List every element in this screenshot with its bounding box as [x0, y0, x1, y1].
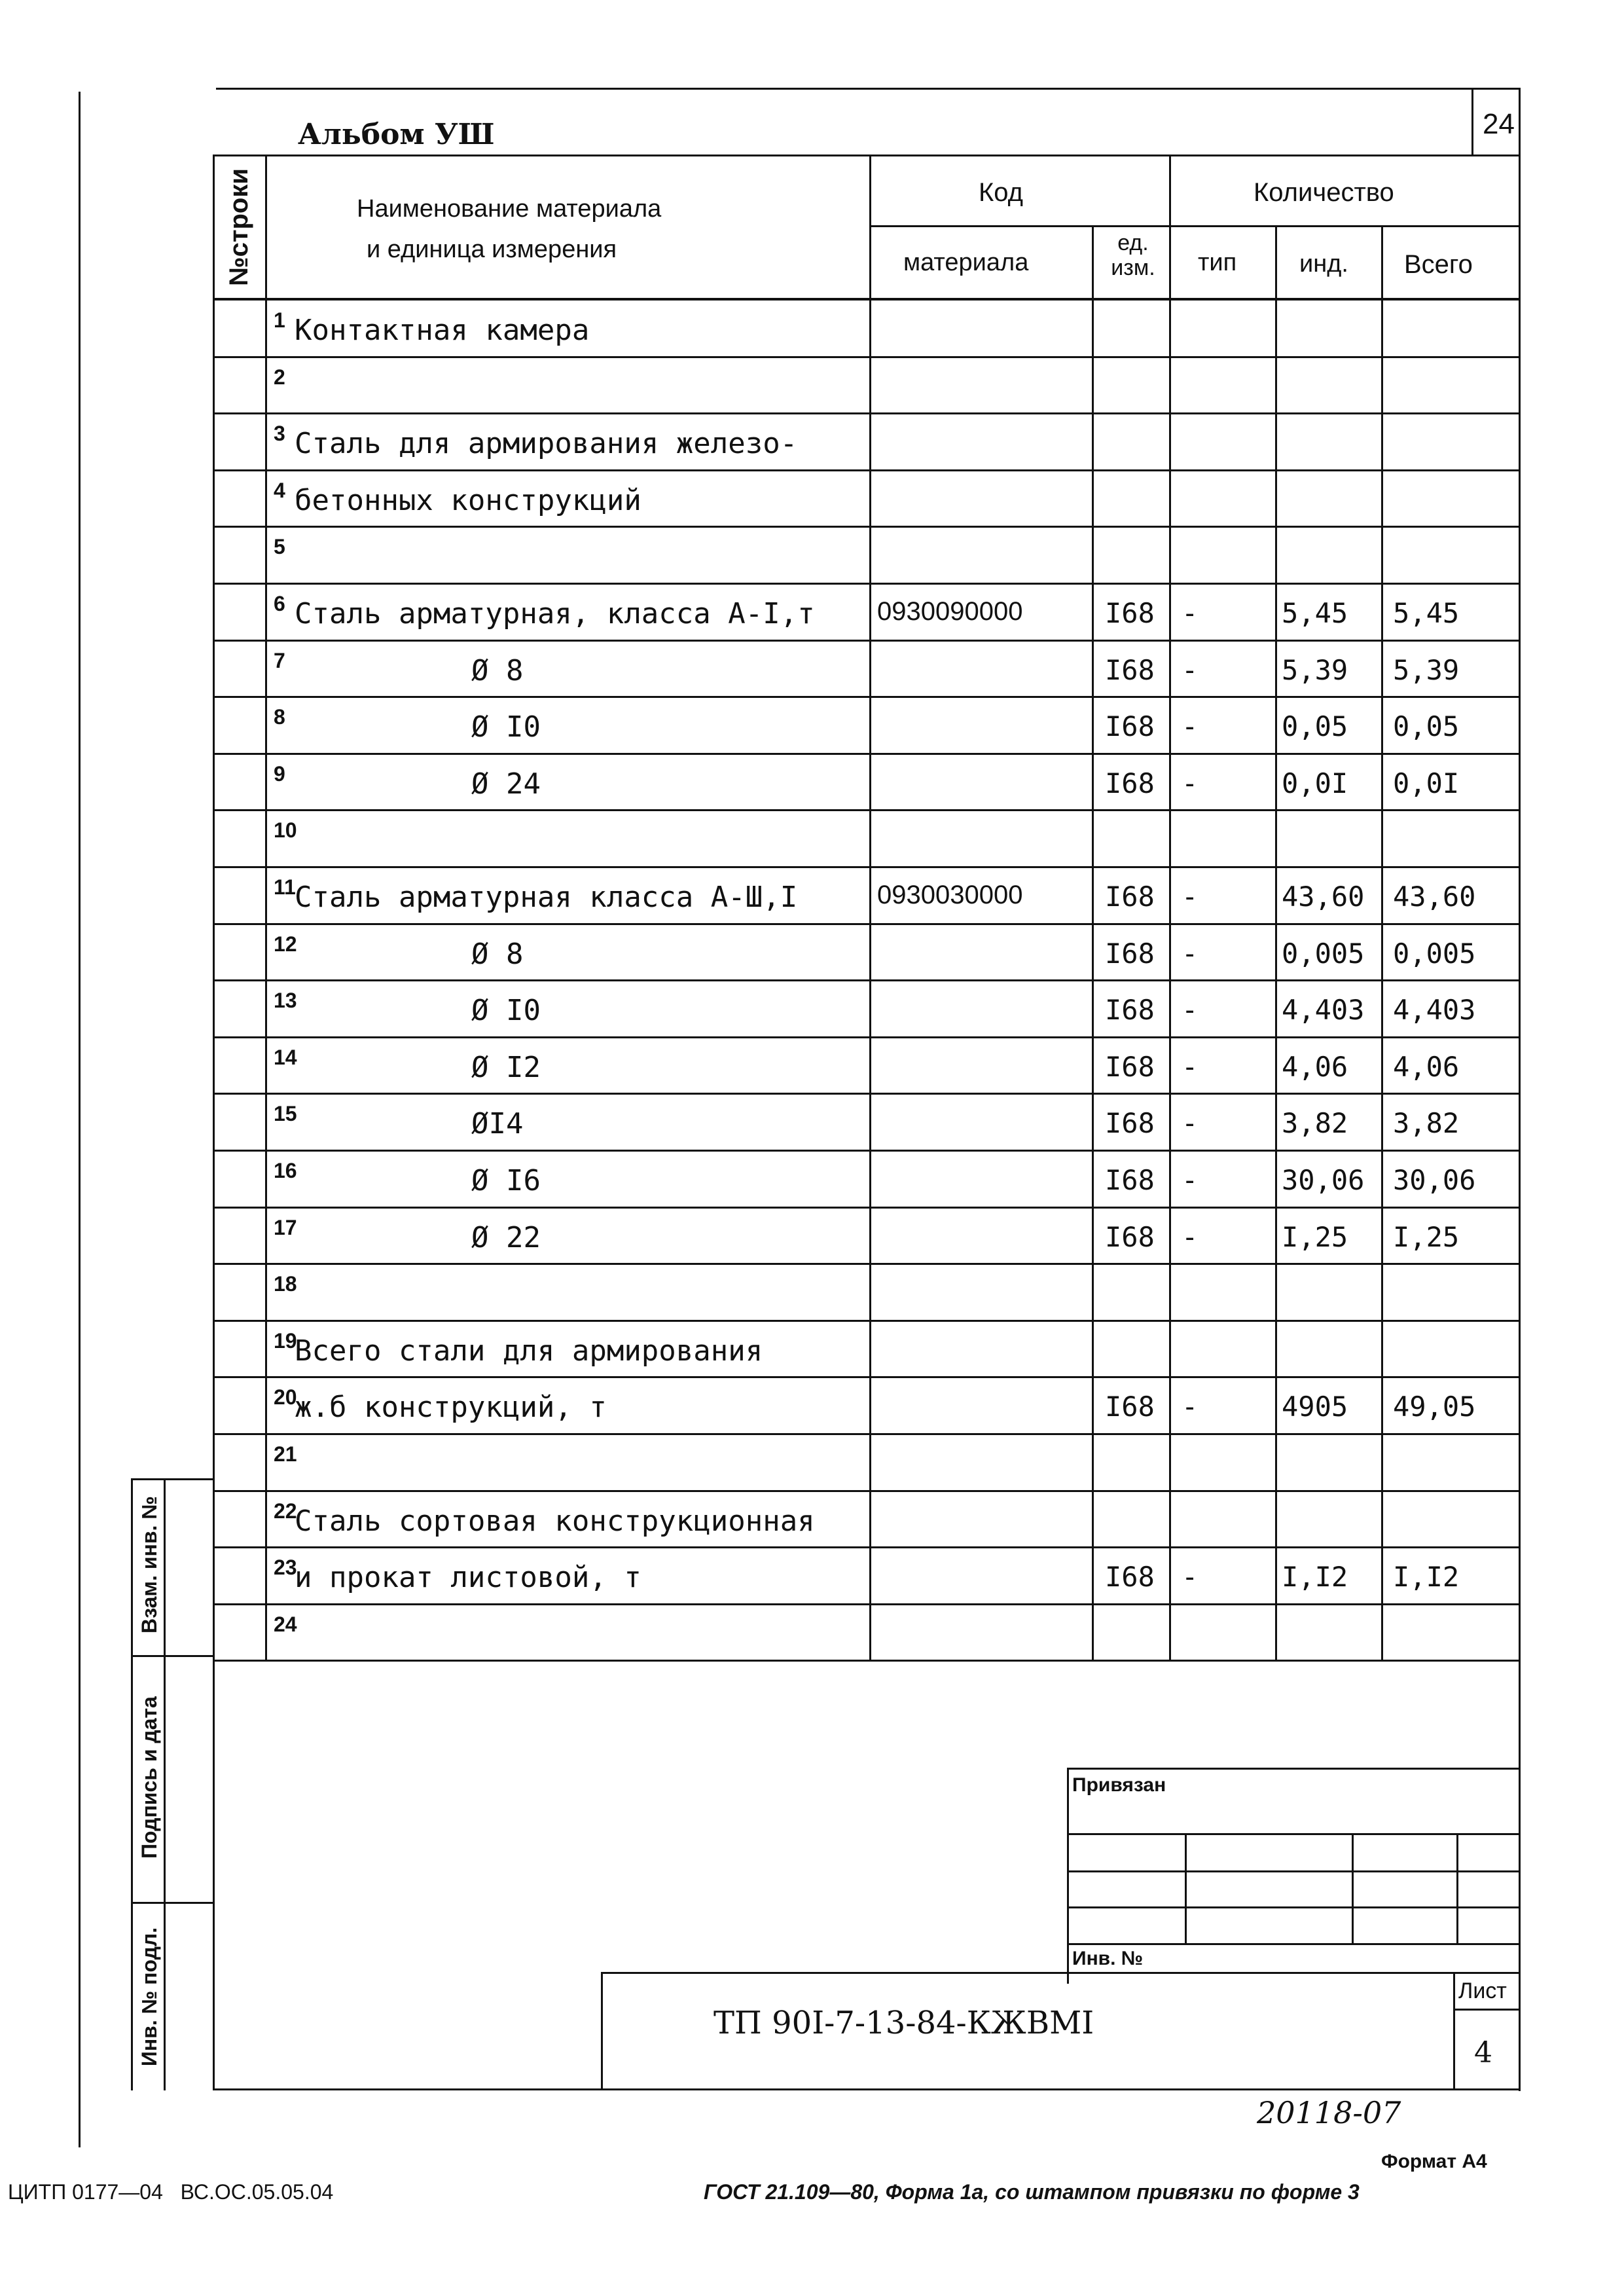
table-bottom-line: [213, 1660, 1521, 1662]
side-sep-2: [131, 1902, 215, 1904]
row-line: [213, 1376, 1521, 1378]
col-line-ind: [1381, 225, 1383, 1660]
row-line: [213, 1036, 1521, 1038]
row-type: -: [1182, 597, 1199, 629]
row-line: [213, 1433, 1521, 1435]
row-number: 21: [274, 1442, 297, 1466]
sheet-label: Лист: [1458, 1978, 1507, 2003]
row-line: [213, 1207, 1521, 1209]
header-code: Код: [979, 178, 1024, 207]
row-total: 4,06: [1393, 1050, 1460, 1083]
row-ind: 5,45: [1282, 597, 1348, 629]
row-line: [213, 1603, 1521, 1605]
row-code: 0930030000: [877, 881, 1023, 909]
row-ind: 0,05: [1282, 710, 1348, 743]
row-ind: I,I2: [1282, 1561, 1348, 1594]
stamp-line-d: [1067, 1943, 1521, 1945]
row-line: [213, 753, 1521, 755]
row-type: -: [1182, 937, 1199, 970]
header-name-line1: Наименование материала: [357, 195, 662, 223]
row-line: [213, 1263, 1521, 1265]
row-line: [213, 866, 1521, 868]
row-total: I,25: [1393, 1220, 1460, 1253]
header-name-line2: и единица измерения: [367, 236, 617, 263]
row-name: и прокат листовой, т: [295, 1561, 641, 1595]
stamp-line-b: [1067, 1870, 1521, 1872]
row-name: Ø I2: [471, 1050, 541, 1084]
row-type: -: [1182, 1164, 1199, 1196]
stamp-inv-no: Инв. №: [1072, 1948, 1144, 1969]
frame-right-edge: [1519, 88, 1521, 2091]
row-number: 8: [274, 705, 285, 729]
row-name: Сталь арматурная класса А-Ш,I: [295, 881, 798, 914]
page-number-box-left: [1471, 88, 1473, 156]
row-type: -: [1182, 881, 1199, 913]
frame-side-left: [131, 1478, 133, 2090]
row-ind: 43,60: [1282, 881, 1365, 913]
row-total: 0,0I: [1393, 767, 1460, 799]
row-number: 16: [274, 1159, 297, 1182]
col-line-unit: [1169, 155, 1171, 1660]
row-total: I,I2: [1393, 1561, 1460, 1594]
row-type: -: [1182, 1050, 1199, 1083]
stamp-privyazan: Привязан: [1072, 1774, 1166, 1796]
row-total: 3,82: [1393, 1107, 1460, 1140]
row-number: 6: [274, 592, 285, 615]
row-name: бетонных конструкций: [295, 483, 641, 517]
frame-top-edge: [216, 88, 1519, 90]
row-number: 14: [274, 1045, 297, 1069]
stamp-line-a: [1067, 1833, 1521, 1835]
col-line-rowno: [265, 155, 267, 1660]
page-number: 24: [1483, 108, 1515, 140]
row-name: Ø 8: [471, 937, 524, 971]
row-line: [213, 526, 1521, 528]
row-name: Ø 8: [471, 653, 524, 687]
row-total: 0,005: [1393, 937, 1476, 970]
row-unit: I68: [1105, 937, 1155, 970]
side-podpis-data: Подпись и дата: [137, 1696, 161, 1859]
row-total: 30,06: [1393, 1164, 1476, 1196]
row-number: 18: [274, 1272, 297, 1296]
row-name: Ø I0: [471, 710, 541, 744]
row-total: 49,05: [1393, 1391, 1476, 1423]
row-ind: 3,82: [1282, 1107, 1348, 1140]
row-unit: I68: [1105, 710, 1155, 743]
row-unit: I68: [1105, 1164, 1155, 1196]
row-unit: I68: [1105, 767, 1155, 799]
row-line: [213, 809, 1521, 811]
col-line-type: [1275, 225, 1277, 1660]
row-line: [213, 583, 1521, 585]
row-line: [213, 923, 1521, 925]
row-number: 1: [274, 308, 285, 332]
doc-box-left: [601, 1972, 603, 2090]
row-unit: I68: [1105, 1107, 1155, 1140]
header-qty-type: тип: [1198, 249, 1237, 276]
row-name: Сталь арматурная, класса А-I,т: [295, 597, 815, 630]
side-inner: [164, 1478, 166, 2090]
row-number: 3: [274, 422, 285, 446]
row-line: [213, 1490, 1521, 1492]
header-code-material: материала: [903, 249, 1029, 276]
row-name: Ø 22: [471, 1220, 541, 1254]
row-number: 2: [274, 365, 285, 389]
frame-inner-left-edge: [213, 155, 215, 2090]
sheet-number: 4: [1474, 2036, 1492, 2069]
header-qty-ind: инд.: [1299, 250, 1348, 278]
stamp-box-left: [1067, 1768, 1069, 1984]
row-number: 13: [274, 989, 297, 1013]
frame-left-edge: [79, 92, 81, 2147]
album-title: Альбом УШ: [298, 118, 495, 151]
row-unit: I68: [1105, 653, 1155, 686]
col-line-code: [1092, 225, 1094, 1660]
frame-bottom-edge: [213, 2088, 1521, 2090]
row-type: -: [1182, 653, 1199, 686]
row-unit: I68: [1105, 1561, 1155, 1594]
row-type: -: [1182, 767, 1199, 799]
doc-box-top: [601, 1972, 1521, 1974]
row-line: [213, 1150, 1521, 1152]
row-number: 15: [274, 1102, 297, 1126]
row-line: [213, 640, 1521, 642]
row-name: ØI4: [471, 1107, 524, 1141]
row-type: -: [1182, 710, 1199, 743]
row-name: Ø 24: [471, 767, 541, 801]
footer-left-code: ЦИТП 0177—04 ВС.ОС.05.05.04: [8, 2180, 334, 2204]
row-ind: 30,06: [1282, 1164, 1365, 1196]
table-top-line: [213, 155, 1521, 156]
row-number: 7: [274, 648, 285, 672]
row-number: 23: [274, 1556, 297, 1580]
row-number: 17: [274, 1215, 297, 1239]
header-mid-line: [871, 225, 1521, 227]
row-total: 43,60: [1393, 881, 1476, 913]
header-row-number: №строки: [225, 168, 253, 286]
row-type: -: [1182, 1107, 1199, 1140]
row-number: 19: [274, 1328, 297, 1353]
row-name: Сталь для армирования железо-: [295, 427, 798, 461]
col-line-name: [869, 155, 871, 1660]
row-number: 11: [274, 875, 296, 899]
row-line: [213, 412, 1521, 414]
row-line: [213, 469, 1521, 471]
row-number: 20: [274, 1385, 297, 1410]
row-ind: I,25: [1282, 1220, 1348, 1253]
row-line: [213, 1320, 1521, 1322]
row-line: [213, 979, 1521, 981]
row-total: 4,403: [1393, 994, 1476, 1027]
row-total: 5,45: [1393, 597, 1460, 629]
row-number: 22: [274, 1499, 297, 1523]
row-number: 12: [274, 932, 297, 956]
doc-code: ТП 90I-7-13-84-КЖВМI: [713, 2005, 1094, 2041]
row-name: Сталь сортовая конструкционная: [295, 1504, 815, 1538]
header-bottom-line: [213, 298, 1521, 301]
row-type: -: [1182, 1391, 1199, 1423]
row-number: 9: [274, 761, 285, 786]
stamp-line-c: [1067, 1906, 1521, 1908]
header-code-unit: ед. изм.: [1111, 230, 1155, 280]
row-name: Всего стали для армирования: [295, 1334, 763, 1368]
row-unit: I68: [1105, 1050, 1155, 1083]
stamp-vline-2: [1352, 1833, 1354, 1943]
sheet-box-mid: [1453, 2009, 1521, 2011]
row-name: Контактная камера: [295, 314, 590, 347]
row-type: -: [1182, 1220, 1199, 1253]
row-unit: I68: [1105, 1220, 1155, 1253]
row-unit: I68: [1105, 881, 1155, 913]
side-inv-podl: Инв. № подл.: [137, 1927, 161, 2067]
row-ind: 4,403: [1282, 994, 1365, 1027]
row-ind: 4905: [1282, 1391, 1348, 1423]
row-line: [213, 356, 1521, 358]
header-quantity: Количество: [1254, 178, 1394, 207]
row-total: 0,05: [1393, 710, 1460, 743]
handwritten-number: 20118-07: [1257, 2095, 1401, 2130]
row-ind: 5,39: [1282, 653, 1348, 686]
row-code: 0930090000: [877, 597, 1023, 626]
row-name: Ø I0: [471, 994, 541, 1028]
row-number: 5: [274, 535, 285, 559]
row-name: Ø I6: [471, 1164, 541, 1197]
row-line: [213, 696, 1521, 698]
row-number: 4: [274, 478, 285, 502]
row-ind: 0,005: [1282, 937, 1365, 970]
row-unit: I68: [1105, 597, 1155, 629]
side-vzam-inv: Взам. инв. №: [137, 1496, 161, 1633]
footer-gost: ГОСТ 21.109—80, Форма 1а, со штампом привязки по форме 3: [704, 2180, 1360, 2204]
footer-format: Формат А4: [1381, 2151, 1487, 2172]
row-number: 24: [274, 1612, 297, 1636]
row-name: ж.б конструкций, т: [295, 1391, 607, 1425]
stamp-vline-1: [1185, 1833, 1187, 1943]
row-line: [213, 1093, 1521, 1095]
sheet-box-left: [1453, 1972, 1455, 2090]
stamp-vline-3: [1456, 1833, 1458, 1943]
row-line: [213, 1546, 1521, 1548]
side-sep-1: [131, 1655, 215, 1657]
row-unit: I68: [1105, 994, 1155, 1027]
row-ind: 0,0I: [1282, 767, 1348, 799]
row-unit: I68: [1105, 1391, 1155, 1423]
row-type: -: [1182, 994, 1199, 1027]
header-qty-total: Всего: [1404, 250, 1473, 279]
row-type: -: [1182, 1561, 1199, 1594]
row-number: 10: [274, 818, 297, 843]
row-total: 5,39: [1393, 653, 1460, 686]
row-ind: 4,06: [1282, 1050, 1348, 1083]
stamp-box-top: [1067, 1768, 1521, 1770]
